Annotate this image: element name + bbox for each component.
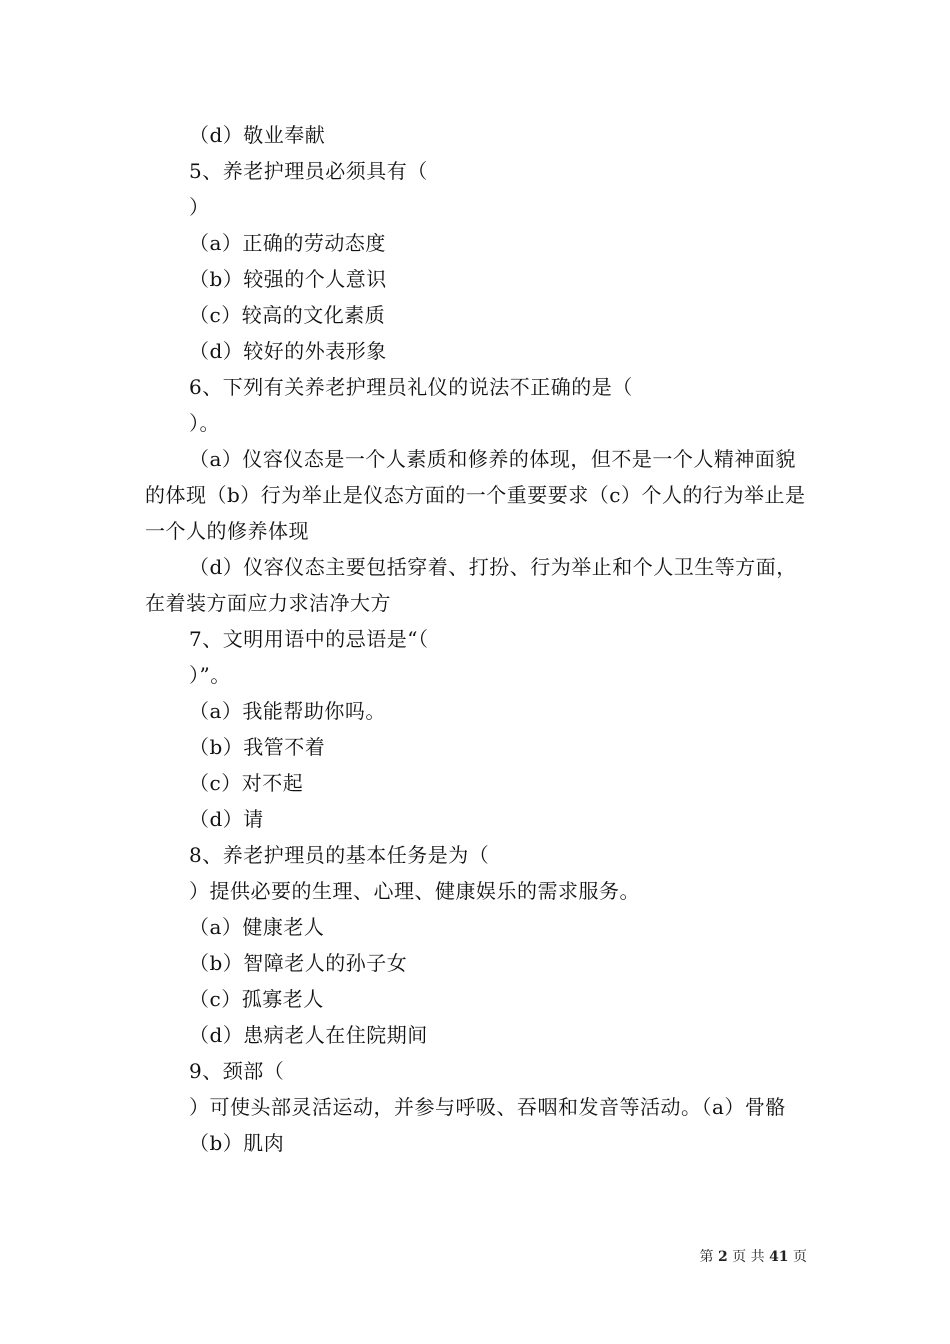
paragraph: ）。 bbox=[189, 411, 220, 435]
option-d: （d）患病老人在住院期间 bbox=[189, 1023, 428, 1047]
option-d: （d）较好的外表形象 bbox=[189, 339, 387, 363]
option-c: （c）较高的文化素质 bbox=[189, 303, 386, 327]
question-6: 6、下列有关养老护理员礼仪的说法不正确的是（ bbox=[189, 375, 633, 399]
footer-middle: 页 共 bbox=[732, 1249, 765, 1265]
footer-suffix: 页 bbox=[793, 1249, 807, 1265]
option-a: （a）正确的劳动态度 bbox=[189, 231, 386, 255]
option-b: （b）肌肉 bbox=[189, 1131, 285, 1155]
option-d: （d）请 bbox=[189, 807, 264, 831]
footer-page-number: 2 bbox=[717, 1249, 728, 1265]
question-8: 8、养老护理员的基本任务是为（ bbox=[189, 843, 490, 867]
option-b: （b）智障老人的孙子女 bbox=[189, 951, 408, 975]
option-b: （b）较强的个人意识 bbox=[189, 267, 387, 291]
page-footer bbox=[700, 1246, 808, 1266]
question-9: 9、颈部（ bbox=[189, 1059, 285, 1083]
option-c: （c）对不起 bbox=[189, 771, 304, 795]
option-a: （a）健康老人 bbox=[189, 915, 325, 939]
paragraph: ）”。 bbox=[189, 663, 231, 687]
option-c: （c）孤寡老人 bbox=[189, 987, 324, 1011]
paragraph: （d）敬业奉献 bbox=[189, 123, 326, 147]
paragraph: ） bbox=[189, 195, 210, 219]
option-b: （b）我管不着 bbox=[189, 735, 326, 759]
option-a: （a）我能帮助你吗。 bbox=[189, 699, 386, 723]
paragraph: ）可使头部灵活运动，并参与呼吸、吞咽和发音等活动。（a）骨骼 bbox=[189, 1095, 786, 1119]
paragraph: ）提供必要的生理、心理、健康娱乐的需求服务。 bbox=[189, 879, 640, 903]
footer-prefix: 第 bbox=[699, 1249, 714, 1265]
option-d: （d）仪容仪态主要包括穿着、打扮、行为举止和个人卫生等方面，在着装方面应力求洁净大方 bbox=[145, 555, 797, 615]
footer-total-pages: 41 bbox=[769, 1249, 789, 1265]
document-body bbox=[145, 117, 807, 1161]
question-7: 7、文明用语中的忌语是“（ bbox=[189, 627, 429, 651]
option-a: （a）仪容仪态是一个人素质和修养的体现，但不是一个人精神面貌的体现（b）行为举止是仪态方面的一个重要要求（c）个人的行为举止是一个人的修养体现 bbox=[145, 447, 806, 543]
question-5: 5、养老护理员必须具有（ bbox=[189, 159, 428, 183]
